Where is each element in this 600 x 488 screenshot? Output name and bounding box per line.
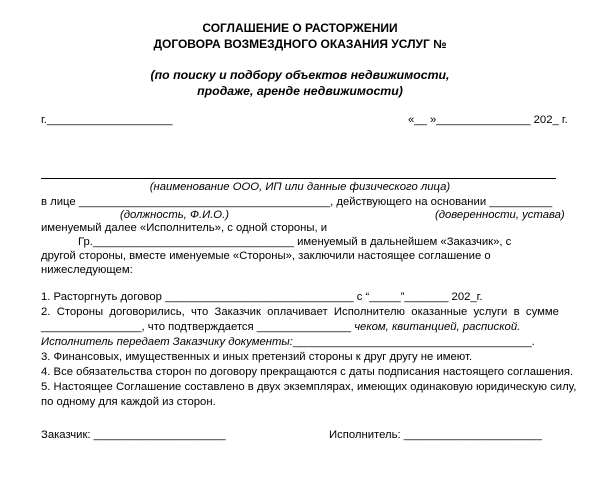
in-person-line: в лице ________________________________________, действующего на основании __________ [41,196,553,208]
organization-line [41,178,556,179]
date-field: «__ »_______________ 202_ г. [408,114,568,126]
customer-signature: Заказчик: _____________________ [41,429,226,441]
title-line-1: СОГЛАШЕНИЕ О РАСТОРЖЕНИИ [202,21,398,35]
below-line: нижеследующем: [41,264,133,276]
clause-2-proof-text: чеком, квитанцией, распиской. [354,321,521,333]
title-line-2: ДОГОВОРА ВОЗМЕЗДНОГО ОКАЗАНИЯ УСЛУГ № [153,37,447,51]
clause-2-line-3 [41,335,535,351]
clause-2-documents-blank: ______________________________________. [292,336,535,348]
clause-2-sum-text: ________________, что подтверждается _______________ [41,321,355,333]
position-hint: (должность, Ф.И.О.) [120,209,229,221]
other-side-line: другой стороны, вместе именуемые «Стороны», заключили настоящее соглашение о [41,250,491,262]
clause-2-line-1: 2. Стороны договорились, что Заказчик оплачивает Исполнителю оказанные услуги в сумме [41,306,559,318]
clause-4: 4. Все обязательства сторон по договору прекращаются с даты подписания настоящего соглашения. [41,366,574,378]
subtitle-line-1: (по поиску и подбору объектов недвижимости, [150,68,450,82]
clause-2-line-2 [41,320,520,336]
clause-2-documents-text: Исполнитель передает Заказчику документы: [41,336,293,348]
executor-line: именуемый далее «Исполнитель», с одной стороны, и [41,222,328,234]
city-field: г.____________________ [41,114,173,126]
subtitle-line-2: продаже, аренде недвижимости) [197,84,403,98]
clause-5-line-2: по одному для каждой из сторон. [41,396,216,408]
basis-hint: (доверенности, устава) [435,209,565,221]
organization-hint: (наименование ООО, ИП или данные физического лица) [149,181,451,193]
executor-signature: Исполнитель: ______________________ [329,429,542,441]
clause-3: 3. Финансовых, имущественных и иных претензий стороны к друг другу не имеют. [41,351,473,363]
clause-1: 1. Расторгнуть договор ______________________________ с “_____”_______ 202_г. [41,291,483,303]
clause-5-line-1: 5. Настоящее Соглашение составлено в двух экземплярах, имеющих одинаковую юридическую силу, [41,381,577,393]
customer-line: Гр.________________________________ именуемый в дальнейшем «Заказчик», с [78,236,512,248]
